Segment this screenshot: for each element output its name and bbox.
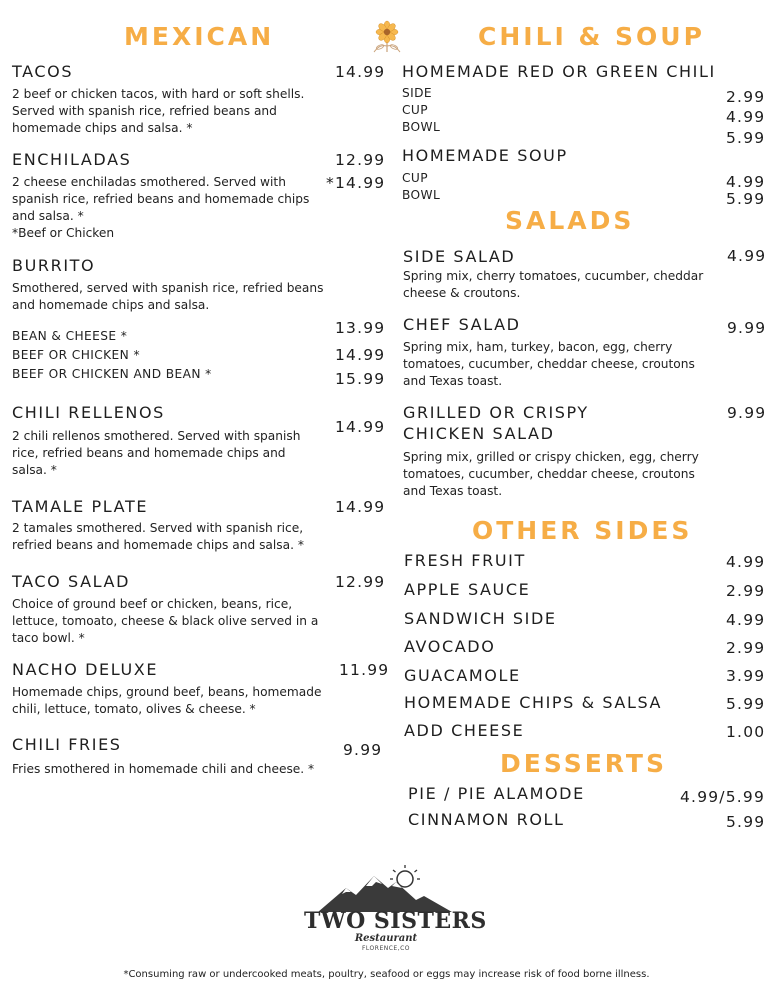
burrito-option: BEEF OR CHICKEN * [12,348,140,362]
logo-name: TWO SISTERS [304,908,487,934]
side-item-name: HOMEMADE CHIPS & SALSA [404,693,663,712]
item-name-burrito: BURRITO [12,256,96,275]
item-price-chili-rellenos: 14.99 [335,418,386,436]
logo-subtitle: Restaurant [354,933,418,944]
item-price-chef-salad: 9.99 [727,319,767,337]
soup-size: CUP [402,171,428,185]
side-item-price: 5.99 [726,695,766,713]
side-item-name: APPLE SAUCE [404,580,531,599]
item-desc-side-salad: Spring mix, cherry tomatoes, cucumber, cheddar cheese & croutons. [403,269,704,300]
logo-location: FLORENCE,CO [361,945,411,952]
item-desc-burrito: Smothered, served with spanish rice, refried beans and homemade chips and salsa. [12,281,324,312]
item-desc-chili-fries: Fries smothered in homemade chili and cheese. * [12,762,315,776]
soup-price: 4.99 [726,173,766,191]
chili-price: 5.99 [726,129,766,147]
burrito-option-price: 15.99 [335,370,386,388]
item-name-side-salad: SIDE SALAD [403,247,516,266]
item-name-taco-salad: TACO SALAD [12,572,130,591]
burrito-option: BEEF OR CHICKEN AND BEAN * [12,367,212,381]
item-name-homemade-chili: HOMEMADE RED OR GREEN CHILI [402,62,716,81]
item-name-homemade-soup: HOMEMADE SOUP [402,146,568,165]
section-title-mexican: MEXICAN [124,22,275,51]
side-item-price: 4.99 [726,611,766,629]
item-desc-grilled-chicken-salad: Spring mix, grilled or crispy chicken, egg, cherry tomatoes, cucumber, cheddar cheese, croutons and Texas toast. [403,450,699,498]
chili-price: 4.99 [726,108,766,126]
item-price-tamale-plate: 14.99 [335,498,386,516]
item-name-tacos: TACOS [12,62,74,81]
section-title-salads: SALADS [505,206,635,235]
item-price-taco-salad: 12.99 [335,573,386,591]
side-item-price: 1.00 [726,723,766,741]
item-price-grilled-chicken-salad: 9.99 [727,404,767,422]
chili-price: 2.99 [726,88,766,106]
flower-icon [371,20,403,54]
side-item-price: 2.99 [726,639,766,657]
side-item-name: FRESH FRUIT [404,551,526,570]
item-name-chili-rellenos: CHILI RELLENOS [12,403,165,422]
item-name-enchiladas: ENCHILADAS [12,150,132,169]
restaurant-logo [304,862,487,954]
dessert-item-name: PIE / PIE ALAMODE [408,784,585,803]
side-item-name: GUACAMOLE [404,666,521,685]
item-price-enchiladas: 12.99 [335,151,386,169]
section-title-other-sides: OTHER SIDES [472,516,693,545]
item-name-tamale-plate: TAMALE PLATE [12,497,149,516]
item-price-enchiladas-meat: *14.99 [326,174,386,192]
side-item-price: 4.99 [726,553,766,571]
item-desc-nacho-deluxe: Homemade chips, ground beef, beans, homemade chili, lettuce, tomato, olives & cheese. * [12,685,322,716]
section-title-chili-soup: CHILI & SOUP [478,22,705,51]
burrito-option: BEAN & CHEESE * [12,329,128,343]
side-item-name: AVOCADO [404,637,496,656]
item-desc-enchiladas: 2 cheese enchiladas smothered. Served with spanish rice, refried beans and homemade chips and salsa. * [12,175,310,223]
item-desc-chili-rellenos: 2 chili rellenos smothered. Served with spanish rice, refried beans and homemade chips and salsa. * [12,429,301,477]
chili-size: SIDE [402,86,433,100]
item-desc-tacos: 2 beef or chicken tacos, with hard or soft shells. Served with spanish rice, refried beans and homemade chips and salsa. * [12,87,305,135]
side-item-price: 3.99 [726,667,766,685]
chili-size: CUP [402,103,428,117]
chili-size: BOWL [402,120,441,134]
item-price-tacos: 14.99 [335,63,386,81]
soup-size: BOWL [402,188,441,202]
item-name-chili-fries: CHILI FRIES [12,735,122,754]
dessert-item-price: 4.99/5.99 [680,788,766,806]
item-desc-tamale-plate: 2 tamales smothered. Served with spanish rice, refried beans and homemade chips and salsa. * [12,521,304,552]
item-desc-chef-salad: Spring mix, ham, turkey, bacon, egg, cherry tomatoes, cucumber, cheddar cheese, croutons and Texas toast. [403,340,695,388]
item-name-grilled-chicken-salad: GRILLED OR CRISPY [403,403,589,422]
soup-price: 5.99 [726,190,766,208]
item-price-nacho-deluxe: 11.99 [339,661,390,679]
item-name-chef-salad: CHEF SALAD [403,315,521,334]
side-item-name: ADD CHEESE [404,721,525,740]
burrito-option-price: 13.99 [335,319,386,337]
dessert-item-name: CINNAMON ROLL [408,810,565,829]
item-name-nacho-deluxe: NACHO DELUXE [12,660,159,679]
item-price-side-salad: 4.99 [727,247,767,265]
item-desc-taco-salad: Choice of ground beef or chicken, beans, rice, lettuce, tomoato, cheese & black olive served in a taco bowl. * [12,597,319,645]
item-name-grilled-chicken-salad-line2: CHICKEN SALAD [403,424,555,443]
item-note-enchiladas: *Beef or Chicken [12,226,115,240]
section-title-desserts: DESSERTS [500,749,667,778]
side-item-name: SANDWICH SIDE [404,609,557,628]
side-item-price: 2.99 [726,582,766,600]
item-price-chili-fries: 9.99 [343,741,383,759]
burrito-option-price: 14.99 [335,346,386,364]
dessert-item-price: 5.99 [726,813,766,831]
footer-disclaimer: *Consuming raw or undercooked meats, poultry, seafood or eggs may increase risk of food borne illness. [123,969,650,980]
